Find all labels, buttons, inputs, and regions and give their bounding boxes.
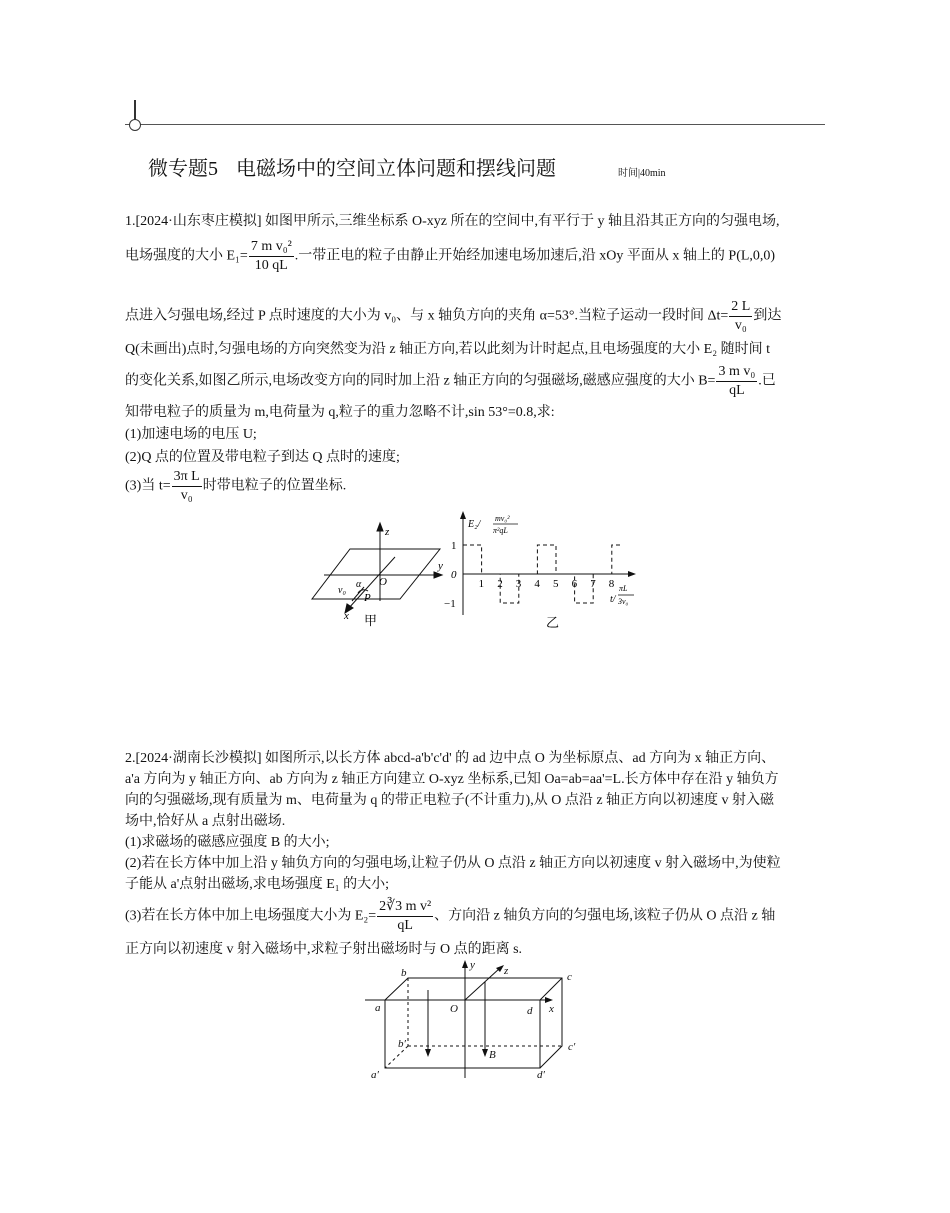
q1-text: 电场强度的大小 E₁=	[125, 248, 248, 264]
q1-line-6: 知带电粒子的质量为 m,电荷量为 q,粒子的重力忽略不计,sin 53°=0.8,求:	[125, 405, 555, 420]
q2-line-2: a'a 方向为 y 轴正方向、ab 方向为 z 轴正方向建立 O-xyz 坐标系,已知 Oa=ab=aa'=L.长方体中存在沿 y 轴负方	[125, 772, 779, 787]
q1-line-1: 1.[2024·山东枣庄模拟] 如图甲所示,三维坐标系 O-xyz 所在的空间中,有平行于 y 轴且沿其正方向的匀强电场,	[125, 214, 780, 229]
header-rule	[125, 124, 825, 125]
q1-text: 到达	[753, 308, 782, 324]
frac-numerator: 2∛3 m v²	[377, 898, 433, 917]
y-axis-arrow-icon	[462, 960, 468, 968]
y-axis-arrow-icon	[434, 572, 442, 578]
q1-line-3	[125, 298, 781, 335]
label-b: b	[401, 967, 407, 979]
q1-line-2	[125, 238, 775, 275]
t-axis-label: t/	[610, 594, 616, 605]
q1-text: 点进入匀强电场,经过 P 点时速度的大小为 v₀、与 x 轴负方向的夹角 α=53°.当粒子运动一段时间 Δt=	[125, 308, 729, 324]
cuboid-edge-dc	[540, 978, 562, 1000]
frac-numerator: 3π L	[172, 468, 202, 487]
title-number: 微专题5	[148, 158, 218, 180]
x-tick-label: 4	[534, 578, 540, 590]
page-title	[148, 152, 556, 181]
x-tick-label: 6	[571, 578, 578, 590]
q1-text: .一带正电的粒子由静止开始经加速电场加速后,沿 xOy 平面从 x 轴上的 P(L,0,0)	[294, 248, 776, 264]
frac-denominator: v₀	[180, 488, 193, 503]
figure-jia-caption: 甲	[364, 613, 378, 628]
jia-y-label: y	[438, 560, 443, 572]
label-d-prime: d′	[537, 1069, 545, 1081]
b-field-arrow-icon	[482, 1049, 488, 1057]
q1-text: 的变化关系,如图乙所示,电场改变方向的同时加上沿 z 轴正方向的匀强磁场,磁感应强度的大小 B=	[125, 373, 716, 389]
header-marker-icon	[129, 119, 141, 131]
title-text: 电磁场中的空间立体问题和摆线问题	[236, 158, 556, 180]
label-b-prime: b′	[398, 1038, 406, 1050]
q2-part-1: (1)求磁场的磁感应强度 B 的大小;	[125, 835, 330, 850]
y-tick-label: −1	[444, 598, 456, 610]
frac-numerator: 7 m v₀²	[249, 238, 294, 257]
q1-line-4: Q(未画出)点时,匀强电场的方向突然变为沿 z 轴正方向,若以此刻为计时起点,且电场强度的大小 E₂ 随时间 t	[125, 342, 770, 357]
jia-alpha-label: α	[356, 579, 362, 590]
y-tick-label: 0	[451, 569, 457, 581]
jia-v0-label: v₀	[338, 585, 346, 596]
jia-x-label: x	[344, 610, 349, 622]
z-axis-line	[465, 968, 500, 1000]
q1-part-3	[125, 468, 346, 505]
jia-p-label: P	[364, 592, 371, 604]
plane-parallelogram	[312, 549, 440, 599]
e2-axis-arrow-icon	[460, 511, 466, 519]
label-b-field: B	[489, 1049, 496, 1061]
x-tick-label: 7	[590, 578, 596, 590]
q2-part-3	[125, 898, 775, 935]
b-field-arrow-icon	[425, 1049, 431, 1057]
figure-jia	[312, 523, 442, 613]
cuboid	[365, 964, 562, 1078]
label-a-prime: a′	[371, 1069, 379, 1081]
frac-denominator: 10 qL	[254, 258, 288, 273]
label-c-prime: c′	[568, 1041, 576, 1053]
frac-denominator: qL	[397, 918, 413, 933]
cuboid-top-right-edges	[385, 978, 562, 1068]
t-unit-numerator: πL	[619, 584, 628, 593]
q1-line-5	[125, 363, 776, 400]
time-limit: 时间|40min	[618, 168, 666, 179]
label-c: c	[567, 971, 572, 983]
q2-e2-fraction	[377, 898, 433, 935]
q1-figure	[300, 505, 650, 635]
q2-line-1: 2.[2024·湖南长沙模拟] 如图所示,以长方体 abcd-a'b'c'd' 的 ad 边中点 O 为坐标原点、ad 方向为 x 轴正方向、	[125, 751, 776, 766]
x-ticks	[479, 578, 615, 590]
q2-text: 、方向沿 z 轴负方向的匀强电场,该粒子仍从 O 点沿 z 轴	[434, 908, 776, 924]
t-axis-arrow-icon	[628, 571, 636, 577]
label-a: a	[375, 1002, 381, 1014]
label-z: z	[504, 965, 509, 977]
label-d: d	[527, 1005, 533, 1017]
frac-numerator: 3 m v₀	[716, 363, 757, 382]
q1-text: .已	[758, 373, 776, 389]
q1-part-1: (1)加速电场的电压 U;	[125, 427, 257, 442]
x-tick-label: 1	[478, 578, 485, 590]
frac-denominator: qL	[729, 383, 745, 398]
frac-denominator: v₀	[734, 318, 747, 333]
x-tick-label: 8	[608, 578, 615, 590]
jia-z-label: z	[385, 526, 390, 538]
q2-part-2-cont: 子能从 a'点射出磁场,求电场强度 E₁ 的大小;	[125, 877, 390, 892]
q1-part-2: (2)Q 点的位置及带电粒子到达 Q 点时的速度;	[125, 450, 400, 465]
label-origin: O	[450, 1003, 458, 1015]
e2-axis-label: E₂/	[468, 519, 481, 530]
q2-line-4: 场中,恰好从 a 点射出磁场.	[125, 814, 286, 829]
x-tick-label: 3	[515, 578, 522, 590]
z-axis-arrow-icon	[377, 523, 383, 531]
q2-line-3: 向的匀强磁场,现有质量为 m、电荷量为 q 的带正电粒子(不计重力),从 O 点沿 z 轴正方向以初速度 v 射入磁	[125, 793, 775, 808]
figure-yi-caption: 乙	[546, 615, 560, 630]
jia-origin-label: O	[379, 576, 387, 588]
q1-text: (3)当 t=	[125, 478, 171, 494]
label-x: x	[549, 1003, 554, 1015]
label-y: y	[470, 960, 475, 971]
q2-part-3-cont: 正方向以初速度 v 射入磁场中,求粒子射出磁场时与 O 点的距离 s.	[125, 942, 523, 957]
x-tick-label: 2	[497, 578, 503, 590]
q2-text: (3)若在长方体中加上电场强度大小为 E₂=	[125, 908, 377, 924]
q1-b-fraction	[716, 363, 757, 400]
frac-numerator: 2 L	[729, 298, 752, 317]
q1-e1-fraction	[249, 238, 294, 275]
q1-t-fraction	[172, 468, 202, 505]
q1-text: 时带电粒子的位置坐标.	[202, 478, 347, 494]
e2-unit-denominator: π²qL	[493, 526, 508, 535]
q2-part-2: (2)若在长方体中加上沿 y 轴负方向的匀强电场,让粒子仍从 O 点沿 z 轴正方向以初速度 v 射入磁场中,为使粒	[125, 856, 781, 871]
x-tick-label: 5	[553, 578, 559, 590]
q1-dt-fraction	[729, 298, 752, 335]
t-unit-denominator: 3v₀	[618, 597, 629, 606]
q2-cuboid-figure	[365, 960, 605, 1085]
y-tick-label: 1	[451, 540, 457, 552]
e2-unit-numerator: mv₀²	[495, 514, 510, 523]
y-ticks	[444, 540, 457, 610]
